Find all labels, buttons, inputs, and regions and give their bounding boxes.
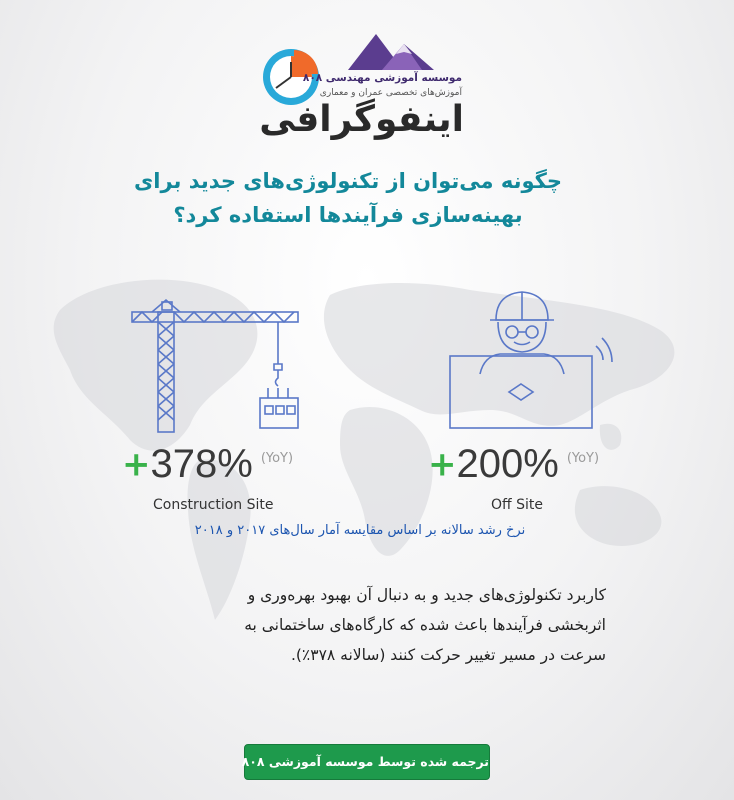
translated-by-badge: ترجمه شده توسط موسسه آموزشی ۸۰۸ <box>244 744 490 780</box>
tower-crane-icon <box>128 298 303 433</box>
construction-growth-stat <box>122 442 293 492</box>
brand-logo <box>258 28 478 150</box>
construction-site-label: Construction Site <box>153 497 274 513</box>
yoy-label: (YoY) <box>566 451 600 466</box>
body-line-2: اثربخشی فرآیندها باعث شده که کارگاه‌های ساختمانی به <box>244 616 606 634</box>
growth-value: 378% <box>150 442 253 486</box>
growth-rate-note: نرخ رشد سالانه بر اساس مقایسه آمار سال‌های ۲۰۱۷ و ۲۰۱۸ <box>194 523 526 538</box>
offsite-growth-stat <box>428 442 599 492</box>
offsite-label: Off Site <box>491 497 543 513</box>
body-line-1: کاربرد تکنولوژی‌های جدید و به دنبال آن بهبود بهره‌وری و <box>247 586 606 604</box>
title-line-2: بهینه‌سازی فرآیندها استفاده کرد؟ <box>173 203 523 227</box>
org-name: موسسه آموزشی مهندسی ۸۰۸ <box>302 72 462 84</box>
body-paragraph <box>160 580 606 670</box>
title-line-1: چگونه می‌توان از تکنولوژی‌های جدید برای <box>134 169 562 193</box>
yoy-label: (YoY) <box>260 451 294 466</box>
growth-value: 200% <box>456 442 559 486</box>
engineer-laptop-icon <box>440 284 615 434</box>
plus-sign: + <box>428 444 457 485</box>
page-title <box>100 164 596 232</box>
plus-sign: + <box>122 444 151 485</box>
body-line-3: سرعت در مسیر تغییر حرکت کنند (سالانه ۳۷۸٪). <box>290 646 606 664</box>
org-tagline: آموزش‌های تخصصی عمران و معماری <box>319 88 462 98</box>
brand-wordmark: اینفوگرافی <box>259 99 464 140</box>
mountain-logo-icon <box>342 28 452 72</box>
